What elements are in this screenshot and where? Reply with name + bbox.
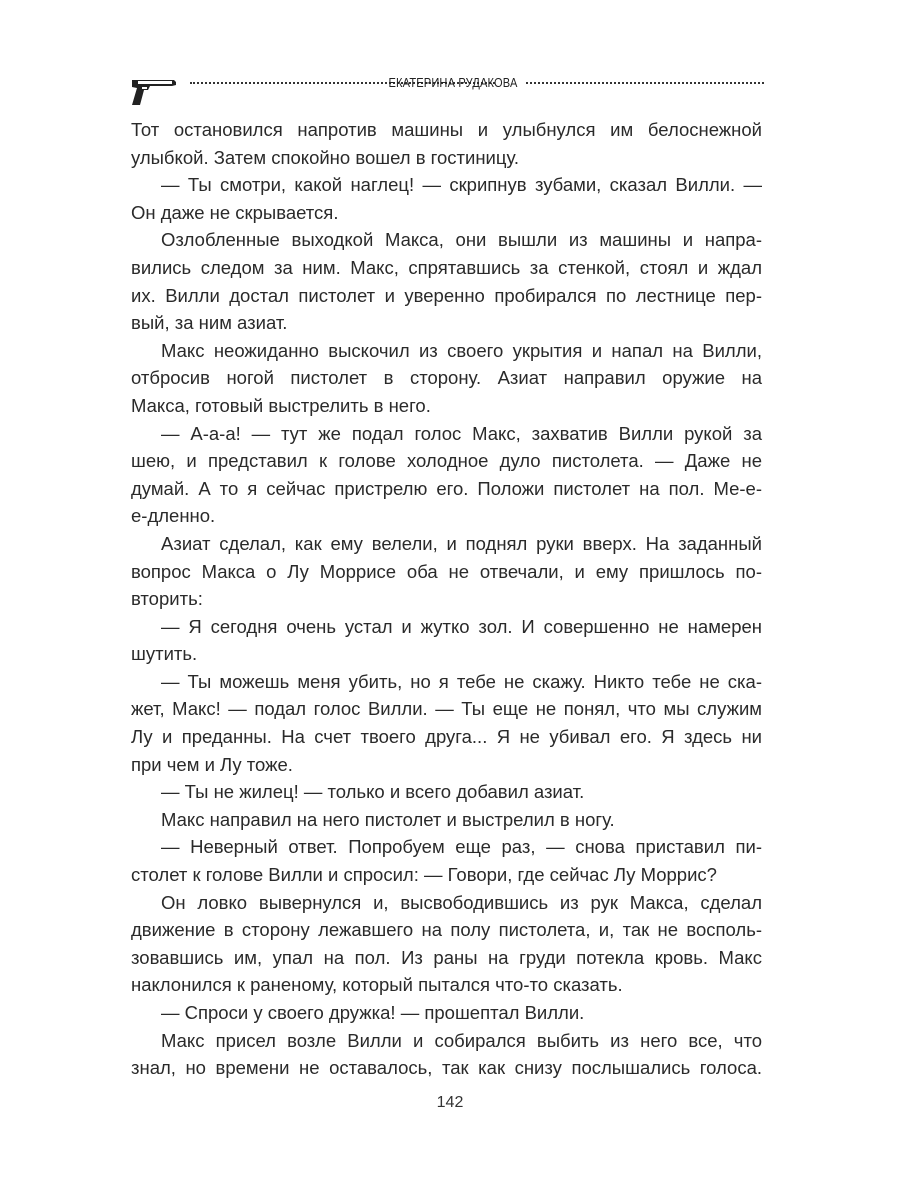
text-line: Макс присел возле Вилли и собирался выбить из него все, что <box>161 1029 762 1051</box>
paragraph <box>131 833 762 888</box>
text-line: Он ловко вывернулся и, высвободившись из рук Макса, сделал <box>161 891 762 913</box>
paragraph <box>131 420 762 530</box>
paragraph <box>131 889 762 999</box>
text-line: Макс неожиданно выскочил из своего укрытия и напал на Вилли, <box>161 339 762 361</box>
page-number: 142 <box>436 1094 464 1111</box>
text-line: движение в сторону лежавшего на полу пистолета, и, так не восполь- <box>131 919 762 941</box>
text-line: — А-а-а! — тут же подал голос Макс, захватив Вилли рукой за <box>161 422 762 444</box>
text-line: — Я сегодня очень устал и жутко зол. И совершенно не намерен <box>161 615 762 637</box>
text-line: думай. А то я сейчас пристрелю его. Положи пистолет на пол. Ме-е- <box>131 477 762 499</box>
paragraph <box>131 530 762 613</box>
paragraph <box>131 1027 762 1082</box>
pistol-icon <box>128 74 180 108</box>
text-line: Лу и преданны. На счет твоего друга... Я не убивал его. Я здесь ни <box>131 726 762 748</box>
text-line: шутить. <box>131 643 198 665</box>
text-line: Макса, готовый выстрелить в него. <box>131 394 431 416</box>
text-line: вторить: <box>131 588 203 610</box>
text-line: вопрос Макса о Лу Моррисе оба не отвечали, и ему пришлось по- <box>131 560 762 582</box>
text-line: вый, за ним азиат. <box>131 312 288 334</box>
paragraph <box>131 778 762 806</box>
text-line: Макс направил на него пистолет и выстрелил в ногу. <box>161 808 615 830</box>
paragraph <box>131 226 762 336</box>
body-text <box>131 116 762 1082</box>
running-header <box>128 68 768 108</box>
text-line: знал, но времени не оставалось, так как снизу послышались голоса. <box>131 1057 762 1079</box>
text-line: вились следом за ним. Макс, спрятавшись за стенкой, стоял и ждал <box>131 256 762 278</box>
paragraph <box>131 337 762 420</box>
header-divider-right <box>526 82 764 84</box>
paragraph <box>131 171 762 226</box>
text-line: е-дленно. <box>131 505 216 527</box>
paragraph <box>131 116 762 171</box>
author-name: ЕКАТЕРИНА РУДАКОВА <box>388 75 518 90</box>
text-line: отбросив ногой пистолет в сторону. Азиат направил оружие на <box>131 367 762 389</box>
text-line: Азиат сделал, как ему велели, и поднял руки вверх. На заданный <box>161 532 762 554</box>
text-line: Тот остановился напротив машины и улыбнулся им белоснежной <box>131 119 762 140</box>
text-line: зовавшись им, упал на пол. Из раны на груди потекла кровь. Макс <box>131 946 762 968</box>
text-line: жет, Макс! — подал голос Вилли. — Ты еще не понял, что мы служим <box>131 698 762 720</box>
text-line: их. Вилли достал пистолет и уверенно пробирался по лестнице пер- <box>131 284 762 306</box>
text-line: — Ты смотри, какой наглец! — скрипнув зубами, сказал Вилли. — <box>161 174 762 196</box>
text-line: шею, и представил к голове холодное дуло пистолета. — Даже не <box>131 450 762 472</box>
text-line: столет к голове Вилли и спросил: — Говори, где сейчас Лу Моррис? <box>131 864 717 886</box>
paragraph <box>131 806 762 834</box>
text-line: — Ты не жилец! — только и всего добавил азиат. <box>161 781 585 803</box>
text-line: — Спроси у своего дружка! — прошептал Вилли. <box>161 1002 585 1023</box>
text-line: улыбкой. Затем спокойно вошел в гостиницу. <box>131 146 520 168</box>
paragraph <box>131 613 762 668</box>
paragraph <box>131 668 762 778</box>
text-line: — Неверный ответ. Попробуем еще раз, — снова приставил пи- <box>161 836 762 858</box>
paragraph <box>131 999 762 1027</box>
text-line: Озлобленные выходкой Макса, они вышли из машины и напра- <box>161 229 762 251</box>
text-line: Он даже не скрывается. <box>131 201 339 223</box>
text-line: — Ты можешь меня убить, но я тебе не скажу. Никто тебе не ска- <box>161 670 762 692</box>
text-line: при чем и Лу тоже. <box>131 753 293 775</box>
text-line: наклонился к раненому, который пытался что-то сказать. <box>131 974 623 996</box>
